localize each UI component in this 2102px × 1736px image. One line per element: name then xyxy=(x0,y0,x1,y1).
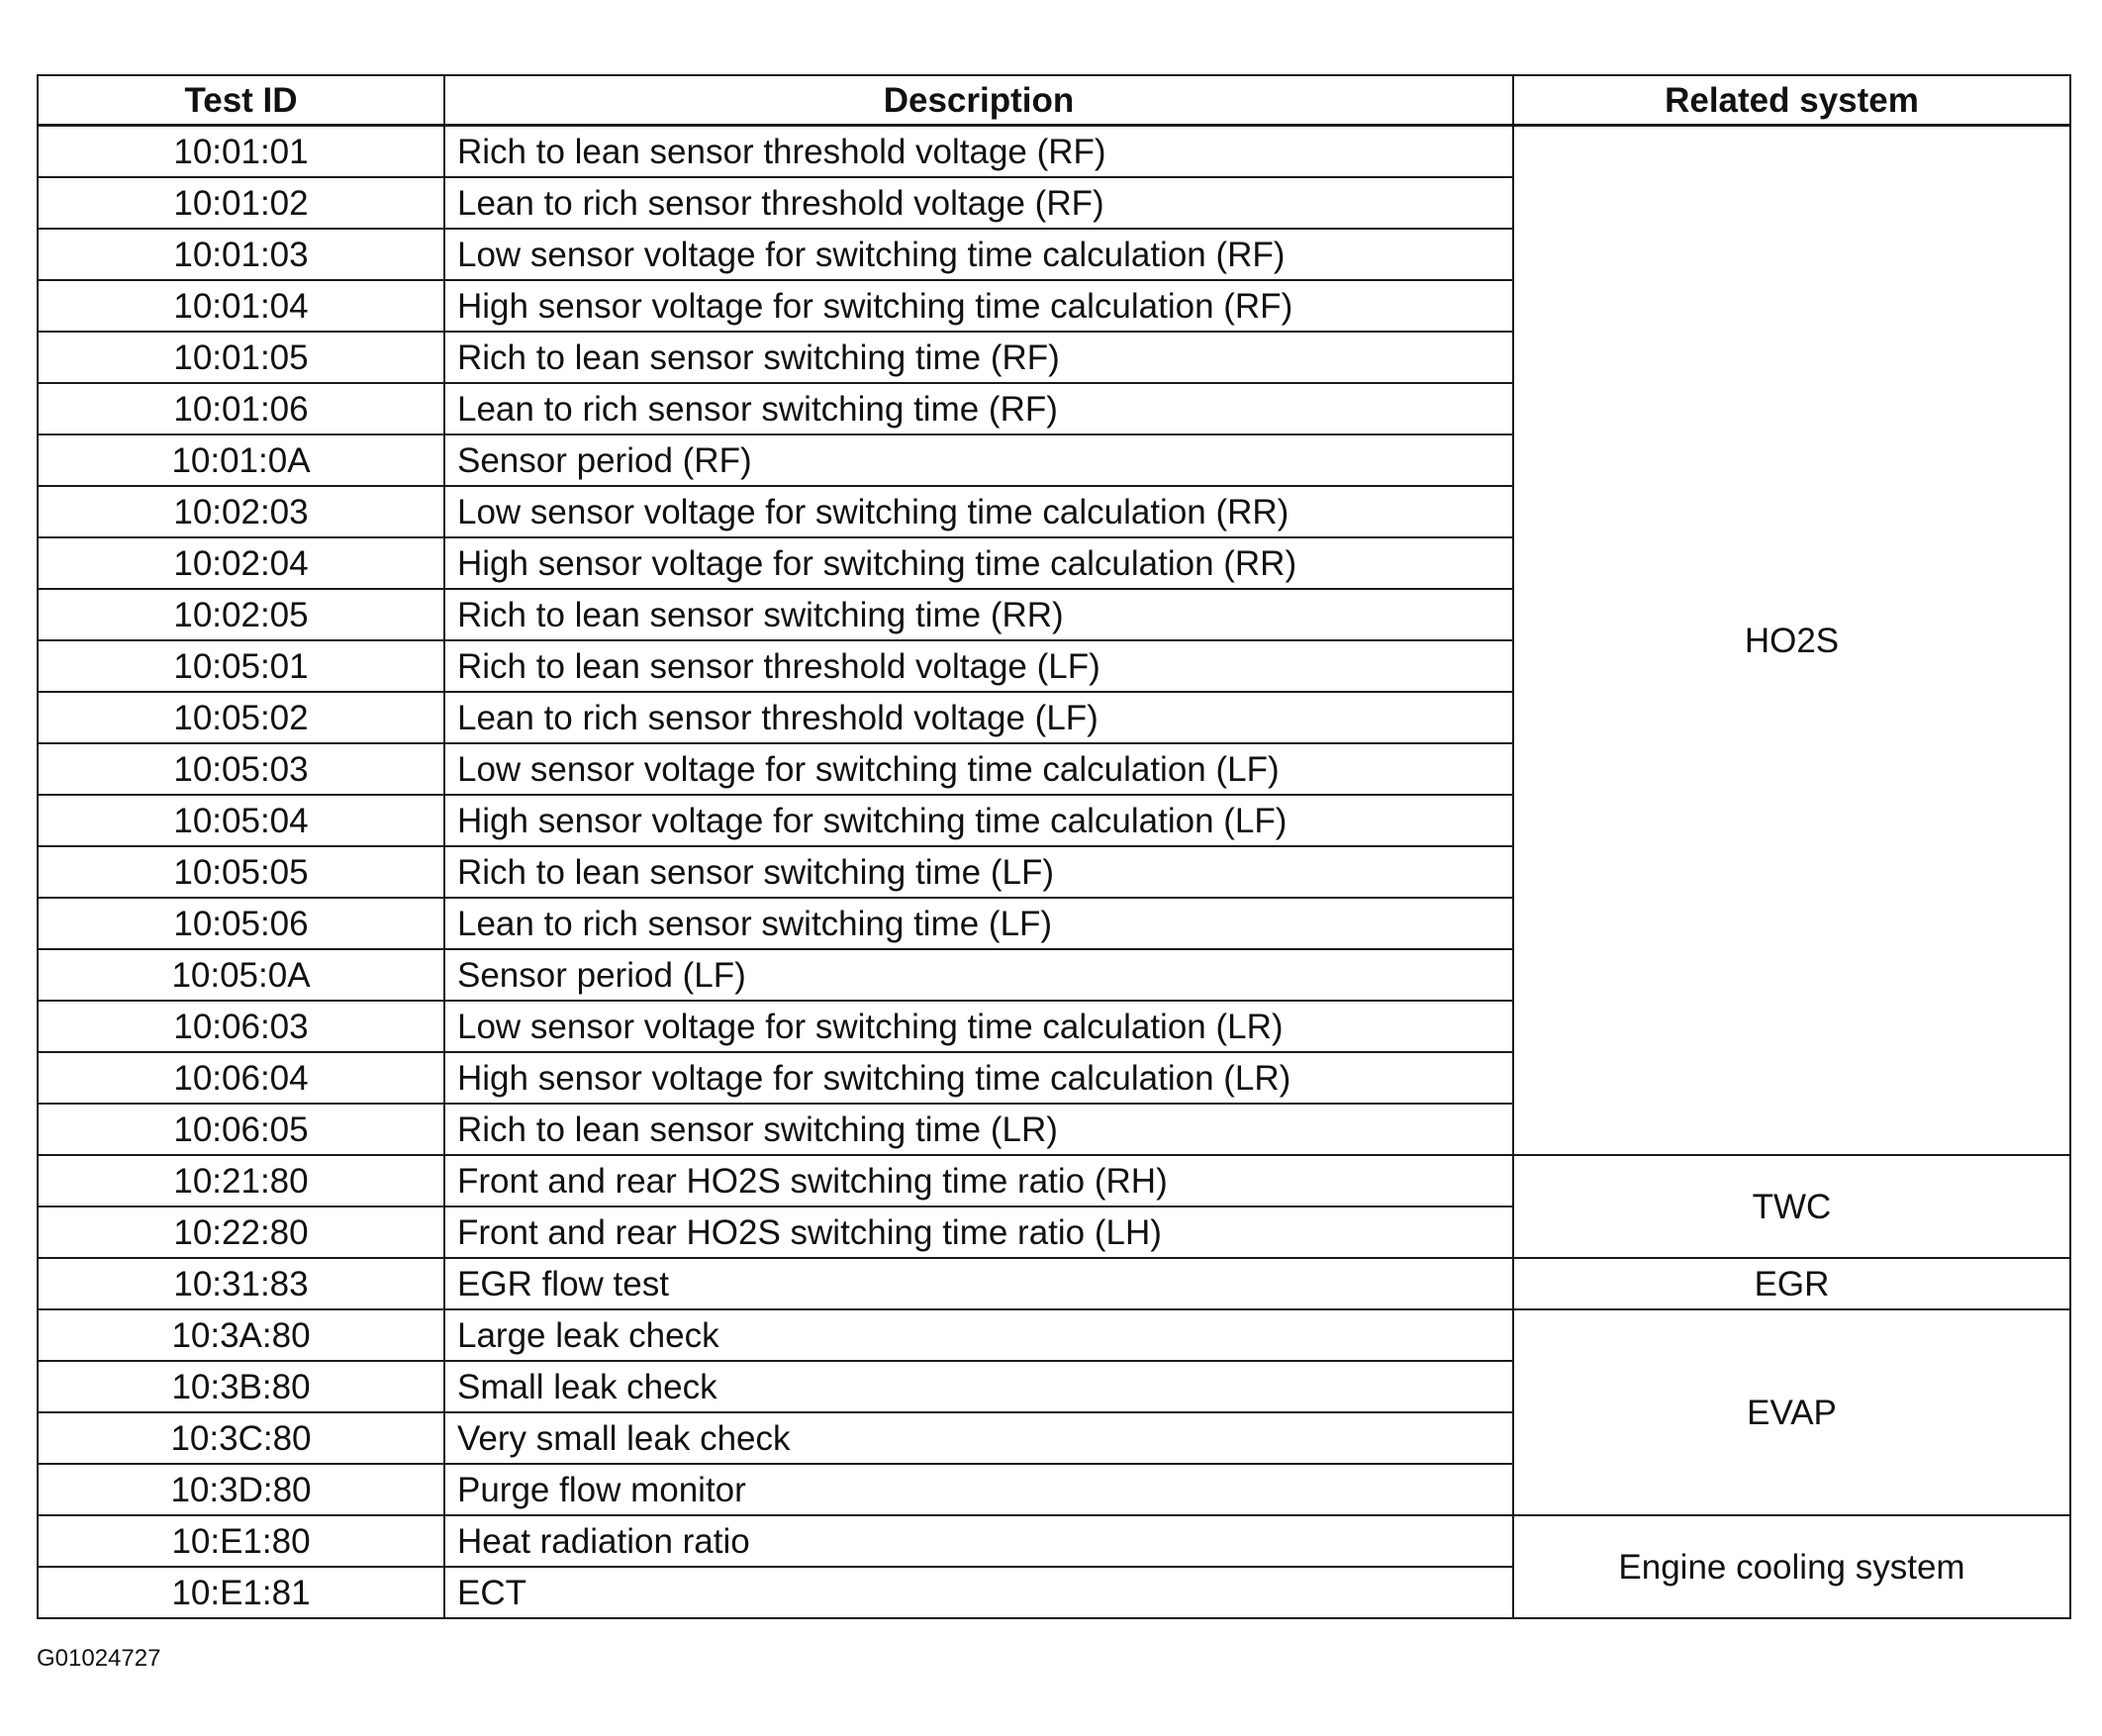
test-id-cell: 10:05:06 xyxy=(38,898,444,949)
test-id-cell: 10:05:03 xyxy=(38,743,444,795)
test-id-cell: 10:02:04 xyxy=(38,537,444,589)
description-cell: Very small leak check xyxy=(444,1412,1513,1464)
description-cell: Purge flow monitor xyxy=(444,1464,1513,1515)
test-id-cell: 10:3A:80 xyxy=(38,1309,444,1361)
test-id-cell: 10:3D:80 xyxy=(38,1464,444,1515)
related-system-cell: Engine cooling system xyxy=(1513,1515,2070,1618)
header-test-id: Test ID xyxy=(38,75,444,126)
description-cell: Low sensor voltage for switching time calculation (RF) xyxy=(444,229,1513,280)
description-cell: Rich to lean sensor threshold voltage (RF) xyxy=(444,126,1513,178)
test-id-cell: 10:05:04 xyxy=(38,795,444,846)
test-id-cell: 10:01:0A xyxy=(38,434,444,486)
description-cell: High sensor voltage for switching time calculation (RF) xyxy=(444,280,1513,332)
test-id-cell: 10:05:01 xyxy=(38,640,444,692)
test-id-cell: 10:02:05 xyxy=(38,589,444,640)
test-id-cell: 10:01:04 xyxy=(38,280,444,332)
description-cell: Lean to rich sensor switching time (RF) xyxy=(444,383,1513,434)
test-id-cell: 10:01:06 xyxy=(38,383,444,434)
test-id-cell: 10:22:80 xyxy=(38,1206,444,1258)
table-row xyxy=(38,1155,2070,1206)
test-id-cell: 10:01:03 xyxy=(38,229,444,280)
test-id-cell: 10:06:04 xyxy=(38,1052,444,1104)
description-cell: Low sensor voltage for switching time calculation (LF) xyxy=(444,743,1513,795)
description-cell: Low sensor voltage for switching time calculation (RR) xyxy=(444,486,1513,537)
description-cell: Rich to lean sensor switching time (LF) xyxy=(444,846,1513,898)
test-id-cell: 10:E1:80 xyxy=(38,1515,444,1567)
related-system-cell: TWC xyxy=(1513,1155,2070,1258)
test-id-cell: 10:01:05 xyxy=(38,332,444,383)
test-id-cell: 10:05:02 xyxy=(38,692,444,743)
related-system-cell: EGR xyxy=(1513,1258,2070,1309)
header-description: Description xyxy=(444,75,1513,126)
description-cell: Lean to rich sensor switching time (LF) xyxy=(444,898,1513,949)
test-id-cell: 10:E1:81 xyxy=(38,1567,444,1618)
test-id-cell: 10:05:0A xyxy=(38,949,444,1001)
test-id-cell: 10:21:80 xyxy=(38,1155,444,1206)
test-id-cell: 10:01:01 xyxy=(38,126,444,178)
table-row xyxy=(38,126,2070,178)
description-cell: Large leak check xyxy=(444,1309,1513,1361)
test-id-cell: 10:3B:80 xyxy=(38,1361,444,1412)
description-cell: Rich to lean sensor switching time (LR) xyxy=(444,1104,1513,1155)
test-id-cell: 10:3C:80 xyxy=(38,1412,444,1464)
description-cell: Lean to rich sensor threshold voltage (RF) xyxy=(444,177,1513,229)
description-cell: Rich to lean sensor switching time (RR) xyxy=(444,589,1513,640)
test-id-cell: 10:02:03 xyxy=(38,486,444,537)
description-cell: Sensor period (RF) xyxy=(444,434,1513,486)
description-cell: Front and rear HO2S switching time ratio (LH) xyxy=(444,1206,1513,1258)
related-system-cell: HO2S xyxy=(1513,126,2070,1156)
description-cell: Front and rear HO2S switching time ratio (RH) xyxy=(444,1155,1513,1206)
description-cell: Lean to rich sensor threshold voltage (LF) xyxy=(444,692,1513,743)
related-system-cell: EVAP xyxy=(1513,1309,2070,1515)
table-header-row xyxy=(38,75,2070,126)
test-id-cell: 10:01:02 xyxy=(38,177,444,229)
test-id-table xyxy=(37,74,2071,1619)
test-id-cell: 10:31:83 xyxy=(38,1258,444,1309)
description-cell: ECT xyxy=(444,1567,1513,1618)
description-cell: High sensor voltage for switching time calculation (LF) xyxy=(444,795,1513,846)
description-cell: Sensor period (LF) xyxy=(444,949,1513,1001)
table-row xyxy=(38,1258,2070,1309)
description-cell: Low sensor voltage for switching time calculation (LR) xyxy=(444,1001,1513,1052)
header-related-system: Related system xyxy=(1513,75,2070,126)
description-cell: High sensor voltage for switching time calculation (LR) xyxy=(444,1052,1513,1104)
test-id-cell: 10:06:05 xyxy=(38,1104,444,1155)
description-cell: High sensor voltage for switching time calculation (RR) xyxy=(444,537,1513,589)
table-body xyxy=(38,126,2070,1619)
table-row xyxy=(38,1515,2070,1567)
description-cell: Heat radiation ratio xyxy=(444,1515,1513,1567)
description-cell: Small leak check xyxy=(444,1361,1513,1412)
test-id-cell: 10:06:03 xyxy=(38,1001,444,1052)
table-row xyxy=(38,1309,2070,1361)
test-id-cell: 10:05:05 xyxy=(38,846,444,898)
description-cell: EGR flow test xyxy=(444,1258,1513,1309)
description-cell: Rich to lean sensor switching time (RF) xyxy=(444,332,1513,383)
figure-code: G01024727 xyxy=(37,1645,161,1672)
description-cell: Rich to lean sensor threshold voltage (LF) xyxy=(444,640,1513,692)
